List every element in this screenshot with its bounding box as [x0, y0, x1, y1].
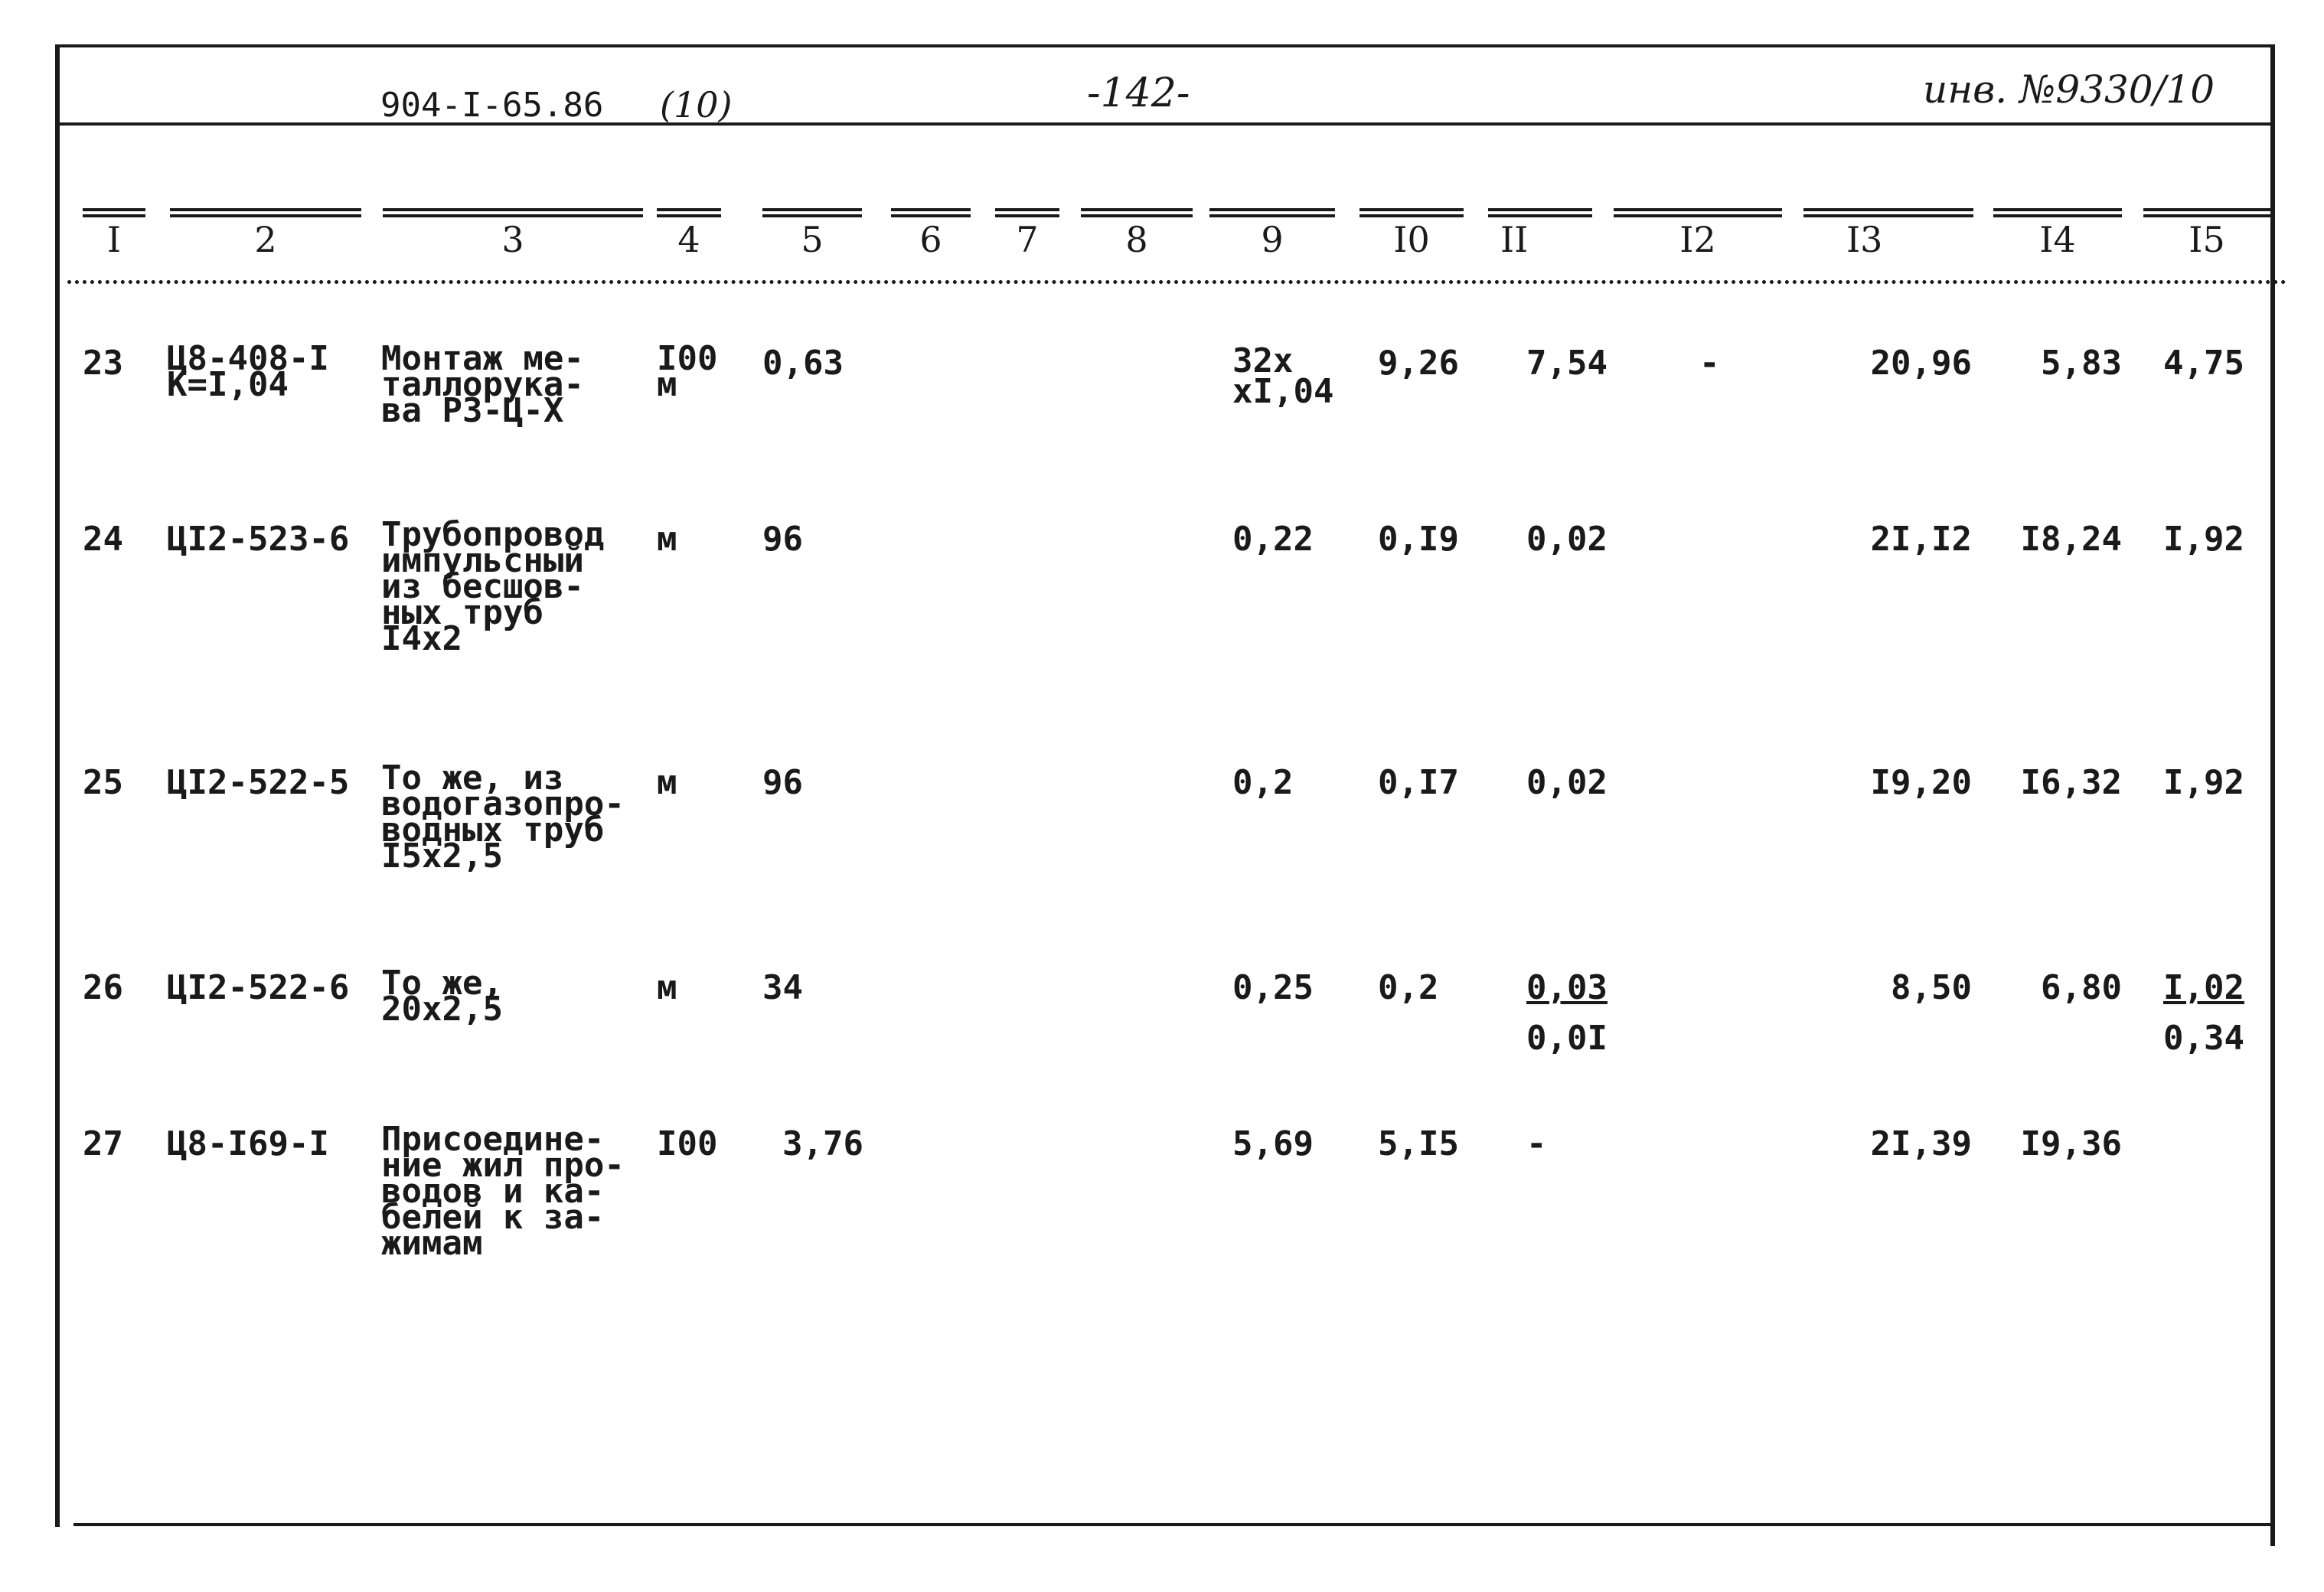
column-head-1: I	[83, 201, 145, 285]
table-row-25-col9: 0,2	[1232, 763, 1294, 802]
table-row-26-col15-sub: 0,34	[2163, 1019, 2244, 1058]
table-row-23-no: 23	[83, 344, 123, 383]
table-row-26-no: 26	[83, 968, 123, 1007]
table-row-24-code: ЦI2-523-6	[167, 520, 350, 559]
table-row-24-col14: I8,24	[2020, 520, 2122, 559]
column-head-12: I2	[1614, 201, 1782, 285]
column-head-10: I0	[1359, 201, 1464, 285]
table-row-24-no: 24	[83, 520, 123, 559]
table-row-23-col9: 32х хI,04	[1232, 341, 1334, 411]
column-head-4: 4	[657, 201, 721, 285]
table-row-26-qty: 34	[762, 968, 803, 1007]
table-row-25-col15: I,92	[2163, 763, 2244, 802]
table-row-23-name: Монтаж ме- таллорука- ва РЗ-Ц-Х	[381, 339, 584, 430]
column-head-9: 9	[1209, 201, 1335, 285]
table-row-25-no: 25	[83, 763, 123, 802]
column-head-11: II	[1488, 201, 1592, 285]
table-row-26-name: То же, 20х2,5	[381, 964, 503, 1029]
table-row-24-col9: 0,22	[1232, 520, 1314, 559]
table-row-25-unit: м	[657, 763, 677, 802]
table-row-24-col11: 0,02	[1526, 520, 1608, 559]
table-row-26-col11-sub: 0,0I	[1526, 1019, 1608, 1058]
table-row-23-code: Ц8-408-I К=I,04	[167, 339, 329, 404]
table-row-25-code: ЦI2-522-5	[167, 763, 350, 802]
table-row-23-col13: 20,96	[1870, 344, 1972, 383]
table-row-27-qty: 3,76	[782, 1124, 863, 1163]
table-row-27-col9: 5,69	[1232, 1124, 1314, 1163]
table-row-25-name: То же, из водогазопро- водных труб I5х2,5	[381, 758, 625, 876]
table-row-27-col14: I9,36	[2020, 1124, 2122, 1163]
column-head-15: I5	[2143, 201, 2270, 285]
table-row-27-col11: -	[1526, 1124, 1547, 1163]
table-row-27-unit: I00	[657, 1124, 718, 1163]
table-row-26-unit: м	[657, 968, 677, 1007]
table-row-25-col11: 0,02	[1526, 763, 1608, 802]
table-row-26-col13: 8,50	[1891, 968, 1972, 1007]
table-row-24-col13: 2I,I2	[1870, 520, 1972, 559]
frame-bottom-border	[73, 1523, 2275, 1526]
table-row-26-col15: I,02	[2163, 968, 2244, 1007]
table-row-26-col11: 0,03	[1526, 968, 1608, 1007]
column-head-2: 2	[170, 201, 361, 285]
table-row-26-col10: 0,2	[1378, 968, 1439, 1007]
table-row-24-col15: I,92	[2163, 520, 2244, 559]
table-row-25-col13: I9,20	[1870, 763, 1972, 802]
table-row-26-col9: 0,25	[1232, 968, 1314, 1007]
table-row-25-qty: 96	[762, 763, 803, 802]
table-row-27-no: 27	[83, 1124, 123, 1163]
table-row-23-unit: I00 м	[657, 339, 718, 404]
table-row-23-qty: 0,63	[762, 344, 844, 383]
table-row-24-name: Трубопровод импульсный из бесшов- ных труб I4х2	[381, 515, 605, 658]
inventory-number: инв. №9330/10	[1923, 67, 2215, 112]
table-row-24-unit: м	[657, 520, 677, 559]
column-head-6: 6	[891, 201, 971, 285]
table-row-25-col14: I6,32	[2020, 763, 2122, 802]
album-number: (10)	[660, 84, 733, 126]
table-row-23-col14: 5,83	[2041, 344, 2122, 383]
column-head-7: 7	[995, 201, 1059, 285]
frame-right-border	[2270, 46, 2275, 1546]
page-number: -142-	[1087, 70, 1190, 116]
table-row-27-col13: 2I,39	[1870, 1124, 1972, 1163]
table-row-24-qty: 96	[762, 520, 803, 559]
table-row-27-code: Ц8-I69-I	[167, 1124, 329, 1163]
column-head-bottom-rule	[67, 280, 2287, 284]
table-row-27-name: Присоедине- ние жил про- водов и ка- белей к за- жимам	[381, 1120, 625, 1263]
table-row-23-col12: -	[1699, 344, 1720, 383]
frame-left-border	[55, 46, 60, 1527]
column-head-13: I3	[1803, 201, 1973, 285]
column-head-8: 8	[1081, 201, 1193, 285]
column-head-14: I4	[1993, 201, 2122, 285]
document-code: 904-I-65.86	[380, 86, 604, 125]
column-head-3: 3	[383, 201, 643, 285]
table-row-23-col15: 4,75	[2163, 344, 2244, 383]
table-row-23-col11: 7,54	[1526, 344, 1608, 383]
table-row-25-col10: 0,I7	[1378, 763, 1459, 802]
column-head-5: 5	[762, 201, 862, 285]
table-row-24-col10: 0,I9	[1378, 520, 1459, 559]
table-row-26-col14: 6,80	[2041, 968, 2122, 1007]
table-row-26-code: ЦI2-522-6	[167, 968, 350, 1007]
table-row-23-col10: 9,26	[1378, 344, 1459, 383]
table-row-27-col10: 5,I5	[1378, 1124, 1459, 1163]
frame-top-border	[55, 44, 2275, 47]
